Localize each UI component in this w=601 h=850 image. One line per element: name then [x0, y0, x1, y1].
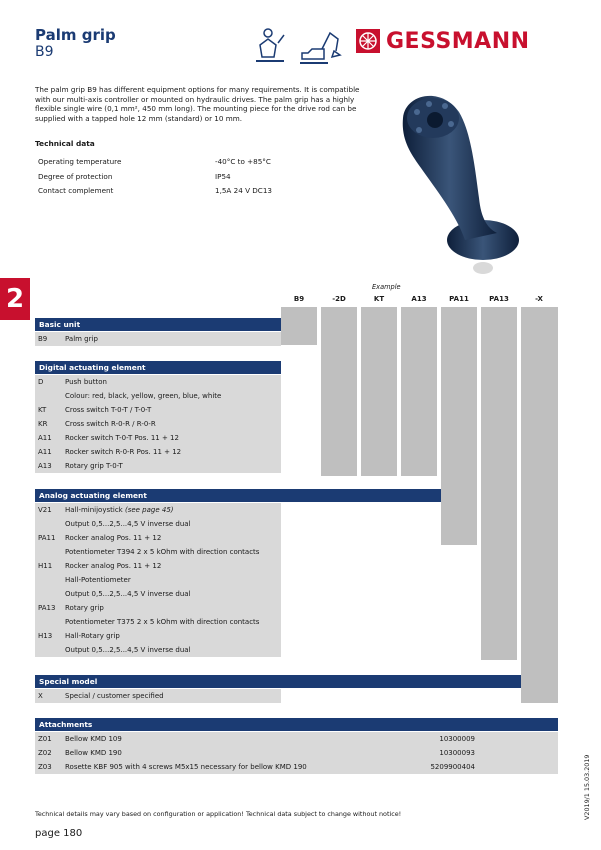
order-code-a13: A13	[411, 295, 427, 303]
table-row	[35, 732, 558, 746]
table-row	[35, 503, 281, 517]
section-attachments: Attachments	[35, 718, 558, 731]
table-row	[35, 332, 281, 346]
row-code: D	[38, 378, 44, 386]
row-description: Rotary grip	[65, 604, 104, 612]
row-description: Colour: red, black, yellow, green, blue, white	[65, 392, 222, 400]
table-row	[35, 689, 281, 703]
table-row	[35, 587, 281, 601]
row-code: H11	[38, 562, 53, 570]
row-description: Output 0,5...2,5...4,5 V inverse dual	[65, 646, 191, 654]
order-column-kt	[361, 307, 397, 476]
row-description: Rosette KBF 905 with 4 screws M5x15 necessary for bellow KMD 190	[65, 763, 307, 771]
row-code: A11	[38, 448, 52, 456]
section-digital: Digital actuating element	[35, 361, 281, 374]
row-description: Push button	[65, 378, 107, 386]
table-row	[35, 643, 281, 657]
order-column-x	[521, 307, 558, 703]
table-row	[35, 445, 281, 459]
row-description: Rocker switch T-0-T Pos. 11 + 12	[65, 434, 179, 442]
order-code-pa13: PA13	[489, 295, 509, 303]
order-column-pa13	[481, 307, 517, 660]
row-code: PA13	[38, 604, 56, 612]
part-number: 5209900404	[430, 763, 475, 771]
row-description: Hall-Rotary grip	[65, 632, 120, 640]
row-code: Z02	[38, 749, 52, 757]
table-row	[35, 389, 281, 403]
row-description: Bellow KMD 109	[65, 735, 122, 743]
row-code: X	[38, 692, 43, 700]
row-code: KT	[38, 406, 47, 414]
chapter-tab: 2	[0, 278, 30, 320]
row-description: Potentiometer T394 2 x 5 kOhm with direction contacts	[65, 548, 260, 556]
table-row	[35, 517, 281, 531]
order-column-a13	[401, 307, 437, 476]
row-description: Cross switch T-0-T / T-0-T	[65, 406, 152, 414]
row-code: Z03	[38, 763, 52, 771]
brand-name: GESSMANN	[386, 28, 530, 54]
excavator-icon	[296, 25, 344, 67]
part-number: 10300009	[439, 735, 475, 743]
row-code: V21	[38, 506, 52, 514]
table-row	[35, 573, 281, 587]
row-code: Z01	[38, 735, 52, 743]
row-code: A13	[38, 462, 52, 470]
table-row	[35, 746, 558, 760]
page-number: page 180	[35, 828, 83, 839]
part-number: 10300093	[439, 749, 475, 757]
row-description: Rocker analog Pos. 11 + 12	[65, 534, 162, 542]
order-column-b9	[281, 307, 317, 345]
tech-value-contact: 1,5A 24 V DC13	[215, 186, 272, 195]
row-description: Cross switch R-0-R / R-0-R	[65, 420, 156, 428]
gessmann-logo	[356, 26, 558, 56]
table-row	[35, 375, 281, 389]
row-code: H13	[38, 632, 53, 640]
gessmann-emblem-icon	[356, 29, 380, 53]
palm-grip-product-image	[395, 88, 525, 278]
order-code-x: -X	[535, 295, 543, 303]
table-row	[35, 760, 558, 774]
order-code-2d: -2D	[332, 295, 346, 303]
footnote: Technical details may vary based on configuration or application! Technical data subject to change without notice!	[35, 810, 402, 818]
tech-label-protection: Degree of protection	[38, 172, 113, 181]
section-special: Special model	[35, 675, 521, 688]
table-row	[35, 531, 281, 545]
version-stamp: V2019/1 15.03.2019	[583, 754, 591, 820]
order-code-pa11: PA11	[449, 295, 469, 303]
row-description: Rocker switch R-0-R Pos. 11 + 12	[65, 448, 182, 456]
row-description: Output 0,5...2,5...4,5 V inverse dual	[65, 590, 191, 598]
order-code-kt: KT	[373, 295, 385, 303]
table-row	[35, 629, 281, 643]
row-description	[65, 503, 174, 517]
row-description: Palm grip	[65, 335, 98, 343]
order-column-2d	[321, 307, 357, 476]
page-title: Palm grip	[35, 26, 116, 44]
row-description: Hall-Potentiometer	[65, 576, 131, 584]
tech-value-protection: IP54	[215, 172, 231, 181]
row-description: Rotary grip T-0-T	[65, 462, 123, 470]
row-code: PA11	[38, 534, 56, 542]
row-description-text: Hall-minijoystick	[65, 506, 123, 514]
row-description: Rocker analog Pos. 11 + 12	[65, 562, 162, 570]
row-description: Potentiometer T375 2 x 5 kOhm with direction contacts	[65, 618, 260, 626]
row-description: Special / customer specified	[65, 692, 164, 700]
technical-heading: Technical data	[35, 139, 95, 148]
tech-value-temperature: -40°C to +85°C	[215, 157, 271, 166]
table-row	[35, 615, 281, 629]
intro-text: The palm grip B9 has different equipment options for many requirements. It is compatible with our multi-axis controller or mounted on hydraulic drives. The palm grip has a highly flexible single wire (0,1 mm², 450 mm long). The mounting piece for the drive rod can be supplied with a tapped hole 12 mm (standard) or 10 mm.	[35, 85, 360, 123]
example-label: Example	[372, 283, 401, 291]
section-analog: Analog actuating element	[35, 489, 441, 502]
order-column-pa11	[441, 307, 477, 545]
section-basic-unit: Basic unit	[35, 318, 281, 331]
order-code-b9: B9	[293, 295, 305, 303]
table-row	[35, 417, 281, 431]
table-row	[35, 431, 281, 445]
table-row	[35, 559, 281, 573]
page-subtitle: B9	[35, 44, 54, 60]
page-reference: (see page 45)	[124, 506, 174, 514]
row-code: B9	[38, 335, 48, 343]
operator-icon	[246, 25, 294, 67]
table-row	[35, 459, 281, 473]
tech-label-temperature: Operating temperature	[38, 157, 122, 166]
tech-label-contact: Contact complement	[38, 186, 114, 195]
row-description: Output 0,5...2,5...4,5 V inverse dual	[65, 520, 191, 528]
row-description: Bellow KMD 190	[65, 749, 122, 757]
row-code: A11	[38, 434, 52, 442]
row-code: KR	[38, 420, 48, 428]
table-row	[35, 601, 281, 615]
table-row	[35, 403, 281, 417]
table-row	[35, 545, 281, 559]
